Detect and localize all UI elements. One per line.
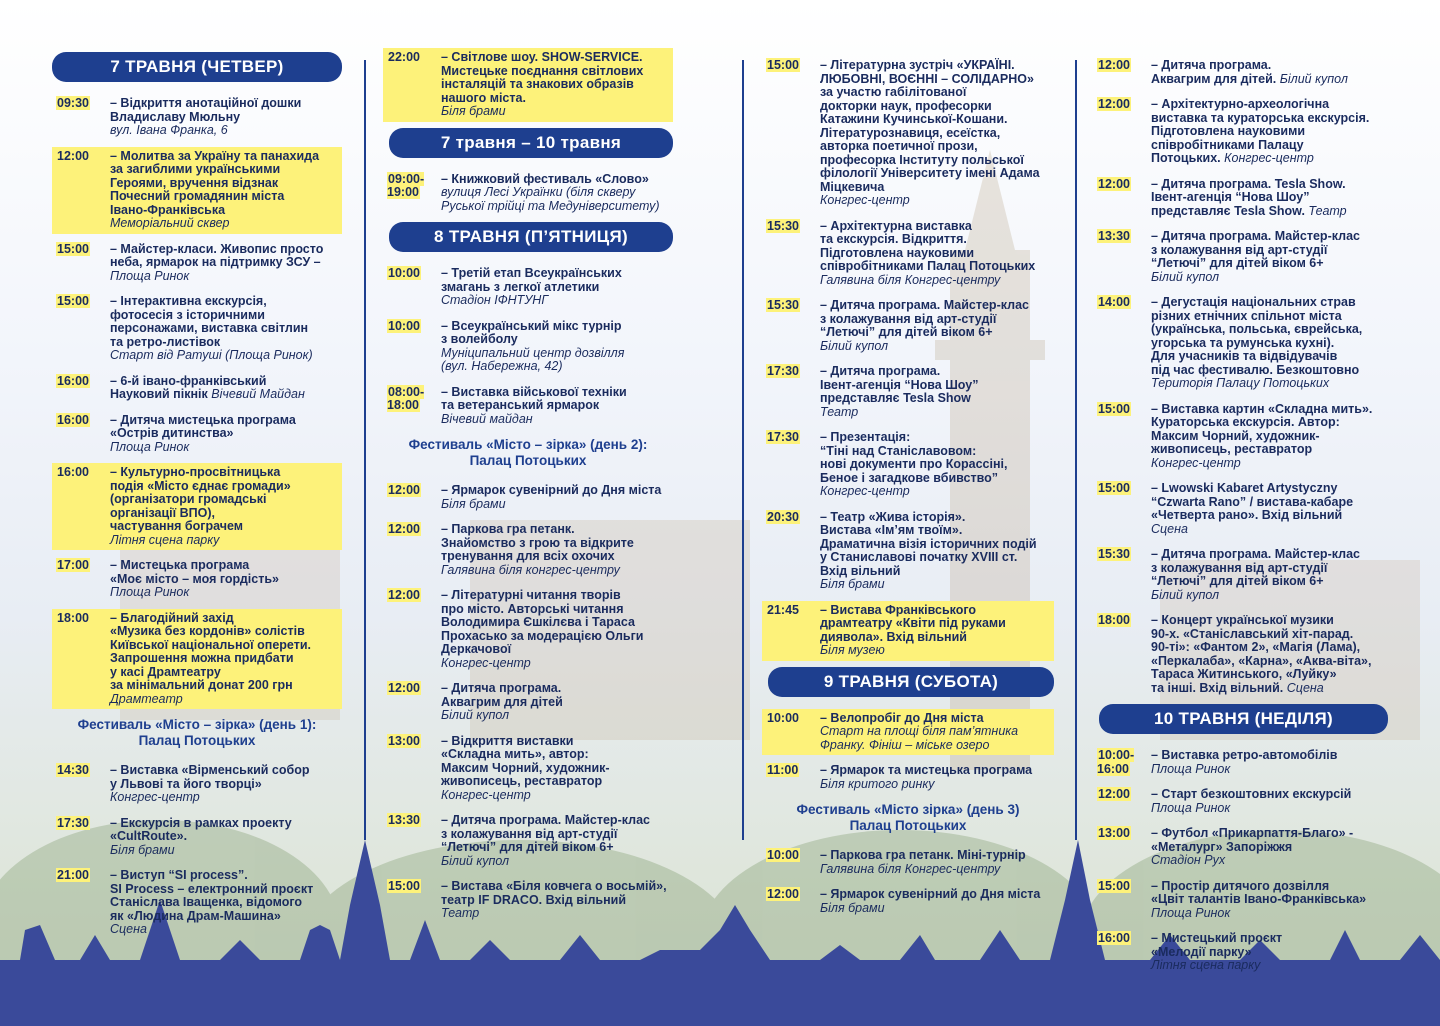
event-item [383, 586, 673, 673]
event-title: – Дитяча програма. Івент-агенція “Нова Шоу” представляє Tesla Show [820, 364, 979, 405]
event-location: Сцена [110, 922, 147, 936]
event-item [762, 217, 1054, 291]
event-location: Конгрес-центр [820, 484, 910, 498]
event-item [52, 866, 342, 940]
event-description [110, 97, 338, 138]
event-item [762, 761, 1054, 794]
event-item [762, 296, 1054, 356]
event-location: Літня сцена парку [1151, 958, 1261, 972]
event-title: – Відкриття анотаційної дошки Владиславу Мюльну [110, 96, 302, 124]
event-description [110, 559, 338, 600]
event-location: Конгрес-центр [441, 655, 531, 670]
event-item [383, 264, 673, 311]
event-location: Конгрес-центр [1151, 455, 1241, 470]
event-title: – Культурно-просвітницька подія «Місто єднає громади» (організатори громадські організації ВПО), частування бограчем [110, 465, 291, 533]
event-description [110, 414, 338, 455]
event-item [1093, 95, 1388, 169]
event-item [383, 679, 673, 726]
event-time: 18:00 [1098, 613, 1130, 627]
event-item [52, 372, 342, 405]
event-location: Конгрес-центр [110, 790, 200, 804]
event-time: 16:00 [57, 373, 89, 388]
event-location: Площа Ринок [110, 439, 190, 454]
event-time: 22:00 [388, 50, 420, 64]
event-item [1093, 56, 1388, 89]
event-location: Біля брами [820, 577, 885, 591]
event-time: 15:00 [1098, 878, 1130, 893]
event-list [762, 56, 1054, 661]
event-time: 16:00 [1098, 931, 1130, 945]
event-description [441, 682, 669, 723]
event-description [1151, 614, 1384, 695]
event-time: 14:30 [57, 763, 89, 777]
event-time: 12:00 [1098, 97, 1130, 111]
event-location: Білий купол [441, 708, 510, 722]
event-title: – Архітектурно-археологічна виставка та кураторська екскурсія. Підготовлена науковими співробітниками Палацу Потоцьких. Конгрес-центр [1151, 97, 1370, 165]
event-location: Конгрес-центр [820, 193, 910, 207]
event-item [1093, 175, 1388, 222]
event-description [1151, 178, 1384, 219]
event-time: 12:00 [1098, 787, 1130, 801]
event-item [1093, 611, 1388, 698]
event-title: – Молитва за Україну та панахида за загиблими українськими Героями, вручення відзнак Почесний громадянин міста Івано-Франківська [110, 148, 320, 217]
event-title: – Світлове шоу. SHOW-SERVICE. Мистецьке поєднання світлових інсталяцій та знакових образів нашого міста. [441, 50, 644, 105]
event-description [110, 150, 338, 231]
event-list [1093, 746, 1388, 976]
event-location: Сцена [1151, 521, 1188, 536]
column-may-7-10-and-8 [383, 48, 673, 930]
event-list [762, 709, 1054, 795]
event-item [52, 147, 342, 234]
event-list [383, 48, 673, 122]
event-description [820, 299, 1050, 353]
event-title: – Презентація: “Тіні над Станіславовом: нові документи про Корассіні, Беное і загадкове вбивство” [820, 430, 1008, 485]
event-item [52, 556, 342, 603]
event-description [110, 466, 338, 547]
event-time: 10:00- 16:00 [1097, 748, 1135, 776]
event-item [1093, 400, 1388, 474]
event-item [52, 761, 342, 808]
event-description [1151, 880, 1384, 921]
event-item [383, 481, 673, 514]
event-title: – Lwowski Kabaret Artystyczny “Czwarta Rano” / вистава-кабаре «Четверта рано». Вхід вільний [1151, 481, 1354, 522]
event-location: Старт від Ратуші (Площа Ринок) [110, 348, 313, 362]
event-description [441, 320, 669, 374]
event-time: 17:00 [57, 558, 89, 572]
event-item [383, 732, 673, 806]
event-item [52, 814, 342, 861]
event-title: – Дитяча програма. Майстер-клас з колажування від арт-студії “Летючі” для дітей віком 6+ [820, 298, 1029, 339]
event-item [383, 48, 673, 122]
event-item [52, 94, 342, 141]
event-description [820, 511, 1050, 592]
event-title: – Паркова гра петанк. Знайомство з грою та відкрите тренування для всіх охочих [441, 522, 634, 563]
event-location: Білий купол [441, 853, 510, 868]
event-time: 17:30 [767, 364, 799, 378]
event-title: – Інтерактивна екскурсія, фотосесія з історичними персонажами, виставка світлин та ретро-листівок [110, 294, 309, 349]
event-description [820, 888, 1050, 915]
event-time: 17:30 [57, 815, 89, 830]
column-may-8-cont-and-9 [762, 56, 1054, 924]
event-title: – Футбол «Прикарпаття-Благо» - «Металург» Запоріжжя [1151, 826, 1354, 854]
event-time: 13:30 [388, 813, 420, 827]
event-time: 12:00 [57, 148, 89, 163]
event-time: 10:00 [388, 266, 420, 280]
event-item [1093, 746, 1388, 779]
event-location: Територія Палацу Потоцьких [1151, 376, 1330, 390]
event-title: – Архітектурна виставка та екскурсія. Відкриття. Підготовлена науковими співробітниками Палац Потоцьких [820, 218, 1036, 273]
event-location: Білий купол [1151, 269, 1220, 284]
event-time: 15:00 [767, 58, 799, 72]
event-description [110, 764, 338, 805]
event-description [820, 604, 1050, 658]
event-list [52, 94, 342, 709]
event-location: Театр [820, 404, 859, 419]
event-time: 09:00- 19:00 [387, 171, 425, 199]
event-description [441, 51, 669, 119]
event-time: 12:00 [388, 522, 420, 536]
event-location: Літня сцена парку [110, 532, 220, 547]
event-location: Галявина біля Конгрес-центру [820, 861, 1001, 876]
event-title: – 6-й івано-франківський Науковий пікнік Вічевий Майдан [110, 373, 305, 401]
event-title: – Виставка «Вірменський собор у Львові та його творці» [110, 763, 310, 791]
event-title: – Мистецька програма «Моє місто – моя гордість» [110, 558, 279, 586]
event-item [1093, 877, 1388, 924]
event-description [820, 59, 1050, 208]
event-list [383, 170, 673, 217]
event-item [1093, 824, 1388, 871]
event-description [1151, 403, 1384, 471]
event-item [762, 428, 1054, 502]
event-time: 18:00 [57, 610, 89, 625]
event-title: – Дитяча програма. Майстер-клас з колажування від арт-студії “Летючі” для дітей віком 6+ [1151, 547, 1360, 588]
event-title: – Дитяча програма. Майстер-клас з колажування від арт-студії “Летючі” для дітей віком 6+ [1151, 229, 1360, 270]
event-list [383, 264, 673, 429]
event-title: – Третій етап Всеукраїнських змагань з легкої атлетики [441, 266, 622, 294]
event-item [383, 520, 673, 580]
event-title: – Дитяча програма. Аквагрим для дітей [441, 681, 563, 709]
event-item [1093, 929, 1388, 976]
event-location: Муніципальний центр дозвілля (вул. Набережна, 42) [441, 345, 625, 373]
event-description [110, 375, 338, 402]
event-description [441, 386, 669, 427]
event-location: Площа Ринок [110, 585, 190, 599]
event-description [441, 484, 669, 511]
range-header-may-7-10: 7 травня – 10 травня [389, 128, 673, 158]
event-location: Біля брами [110, 842, 175, 857]
event-title: – Всеукраїнський мікс турнір з волейболу [441, 318, 622, 346]
event-title: – Вистава Франківського драмтеатру «Квіти під руками диявола». Вхід вільний [820, 602, 1006, 644]
event-description [820, 712, 1050, 753]
event-title: – Дегустація національних страв різних етнічних спільнот міста (українська, польська, єврейська, угорська та румунська кухні). Для учасників та відвідувачів під час фестивалю. Безкоштовно [1151, 295, 1363, 377]
event-location: Вічевий майдан [441, 411, 533, 426]
event-time: 21:45 [767, 602, 799, 617]
event-time: 15:30 [1098, 547, 1130, 561]
event-time: 15:30 [767, 218, 799, 233]
event-item [52, 240, 342, 287]
event-time: 16:00 [57, 412, 89, 427]
event-item [383, 317, 673, 377]
event-time: 12:00 [388, 588, 420, 602]
event-location: вулиця Лесі Українки (біля скверу Руської трійці та Медуніверситету) [441, 185, 660, 213]
event-description [110, 295, 338, 363]
day-header-may-10: 10 ТРАВНЯ (НЕДІЛЯ) [1099, 704, 1388, 734]
event-list [383, 481, 673, 924]
event-time: 21:00 [57, 868, 89, 882]
event-time: 14:00 [1098, 295, 1130, 309]
event-title: – Виставка ретро-автомобілів [1151, 748, 1338, 762]
event-time: 20:30 [767, 509, 799, 524]
event-description [820, 220, 1050, 288]
event-item [762, 56, 1054, 211]
event-item [762, 709, 1054, 756]
day-header-may-9: 9 ТРАВНЯ (СУБОТА) [768, 667, 1054, 697]
event-item [383, 383, 673, 430]
event-description [1151, 59, 1384, 86]
event-item [762, 885, 1054, 918]
column-separator [1075, 60, 1077, 840]
event-description [441, 880, 669, 921]
event-location: Білий купол [1151, 587, 1220, 602]
event-location: Площа Ринок [1151, 800, 1231, 815]
event-description [1151, 230, 1384, 284]
event-location: вул. Івана Франка, 6 [110, 123, 228, 137]
event-title: – Виступ “SI process”. SI Process – електронний проєкт Станіслава Іващенка, відомого як «Людина Драм-Машина» [110, 868, 314, 923]
event-description [820, 431, 1050, 499]
event-time: 12:00 [767, 887, 799, 901]
event-time: 12:00 [1098, 176, 1130, 191]
festival-heading-day-3: Фестиваль «Місто зірка» (день 3) Палац Потоцьких [796, 802, 1020, 833]
event-item [1093, 545, 1388, 605]
column-separator [364, 60, 366, 840]
event-title: – Дитяча мистецька програма «Острів дитинства» [110, 412, 296, 440]
event-description [1151, 749, 1384, 776]
event-item [383, 877, 673, 924]
event-description [820, 849, 1050, 876]
event-title: – Книжковий фестиваль «Слово» [441, 171, 649, 186]
column-may-7 [52, 48, 342, 946]
event-time: 10:00 [767, 848, 799, 862]
event-title: – Благодійний захід «Музика без кордонів» солістів Київської національної оперети. Запрошення можна придбати у касі Драмтеатру за мінімальний донат 200 грн [110, 610, 311, 692]
event-description [1151, 827, 1384, 868]
event-description [110, 243, 338, 284]
event-location: Біля критого ринку [820, 776, 935, 791]
event-time: 15:00 [1098, 481, 1130, 495]
event-description [1151, 788, 1384, 815]
event-title: – Ярмарок сувенірний до Дня міста [820, 887, 1041, 901]
event-location: Театр [441, 906, 480, 920]
event-time: 17:30 [767, 430, 799, 444]
event-list [762, 846, 1054, 918]
event-location: Галявина біля конгрес-центру [441, 562, 620, 577]
event-description [1151, 98, 1384, 166]
event-item [1093, 785, 1388, 818]
event-description [441, 523, 669, 577]
event-time: 15:30 [767, 298, 799, 312]
event-item [1093, 293, 1388, 394]
day-header-may-7: 7 ТРАВНЯ (ЧЕТВЕР) [52, 52, 342, 82]
day-header-may-8: 8 ТРАВНЯ (П’ЯТНИЦЯ) [389, 222, 673, 252]
event-description [110, 817, 338, 858]
event-location: Білий купол [1279, 71, 1348, 86]
event-time: 15:00 [57, 241, 89, 256]
event-location: Біля брами [820, 900, 885, 915]
event-time: 11:00 [767, 763, 799, 777]
event-title: – Ярмарок сувенірний до Дня міста [441, 483, 662, 497]
event-item [383, 811, 673, 871]
event-location: Біля брами [441, 496, 506, 511]
event-list [1093, 56, 1388, 698]
event-location: Стадіон Рух [1151, 853, 1226, 867]
event-description [441, 814, 669, 868]
event-description [820, 764, 1050, 791]
event-list [52, 761, 342, 940]
event-time: 13:00 [1098, 826, 1130, 840]
event-time: 16:00 [57, 465, 89, 479]
event-title: – Виставка картин «Складна мить». Кураторська екскурсія. Автор: Максим Чорний, художник- живописець, реставратор [1151, 401, 1373, 456]
event-description [110, 869, 338, 937]
event-title: – Екскурсія в рамках проекту «CultRoute». [110, 815, 292, 843]
event-item [52, 463, 342, 550]
event-item [762, 601, 1054, 661]
event-description [441, 267, 669, 308]
column-separator [742, 60, 744, 840]
event-title: – Старт безкоштовних екскурсій [1151, 787, 1352, 801]
event-title: – Мистецький проєкт «Мелодії парку» [1151, 931, 1283, 959]
event-location: Драмтеатр [110, 691, 183, 706]
event-item [383, 170, 673, 217]
event-time: 09:30 [57, 96, 89, 110]
event-location: Галявина біля Конгрес-центру [820, 272, 1001, 287]
event-title: – Літературні читання творів про місто. Авторські читання Володимира Єшкілєва і Тараса Прохасько за модерацією Ольги Деркачової [441, 588, 644, 656]
event-time: 10:00 [388, 318, 420, 333]
event-item [1093, 479, 1388, 539]
event-location: Біля брами [441, 104, 506, 118]
event-location: Вічевий Майдан [211, 387, 305, 401]
event-description [1151, 548, 1384, 602]
event-location: Площа Ринок [1151, 761, 1231, 776]
event-item [762, 846, 1054, 879]
event-title: – Майстер-класи. Живопис просто неба, ярмарок на підтримку ЗСУ – [110, 241, 324, 269]
event-title: – Відкриття виставки «Складна мить», автор: Максим Чорний, художник- живописець, реставратор [441, 733, 610, 788]
event-description [820, 365, 1050, 419]
event-location: Театр [1308, 203, 1347, 218]
event-description [110, 612, 338, 707]
event-title: – Ярмарок та мистецька програма [820, 763, 1033, 777]
event-location: Старт на площі біля пам’ятника Франку. Фініш – міське озеро [820, 724, 1019, 752]
event-time: 08:00- 18:00 [387, 384, 425, 412]
event-time: 13:00 [388, 733, 420, 748]
event-time: 15:00 [1098, 401, 1130, 416]
event-title: – Виставка військової техніки та ветеранський ярмарок [441, 384, 627, 412]
event-location: Меморіальний сквер [110, 216, 230, 230]
event-item [762, 362, 1054, 422]
event-location: Конгрес-центр [441, 787, 531, 802]
event-time: 15:00 [388, 879, 420, 893]
event-time: 12:00 [388, 681, 420, 695]
event-description [1151, 932, 1384, 973]
festival-heading-day-1: Фестиваль «Місто – зірка» (день 1): Палац Потоцьких [77, 717, 317, 748]
event-item [762, 508, 1054, 595]
event-description [441, 173, 669, 214]
event-location: Стадіон ІФНТУНГ [441, 293, 549, 307]
event-item [52, 292, 342, 366]
event-title: – Літературна зустріч «УКРАЇНІ. ЛЮБОВНІ, ВОЄННІ – СОЛІДАРНО» за участю габілітованої докторки наук, професорки Катажини Кучинської-Кошани. Літературознавиця, есеїстка, авторка поетичної прози, професорка Інституту польської філології Університету імені Адама Міцкевича [820, 58, 1040, 194]
column-may-9-cont-and-10 [1093, 56, 1388, 982]
event-location: Площа Ринок [110, 268, 190, 283]
event-title: – Театр «Жива історія». Вистава «Ім’ям твоїм». Драматична візія історичних подій у Станиславові початку XVIII ст. Вхід вільний [820, 509, 1037, 578]
event-title: – Дитяча програма. Майстер-клас з колажування від арт-студії “Летючі” для дітей віком 6+ [441, 813, 650, 854]
event-description [1151, 296, 1384, 391]
event-item [52, 609, 342, 710]
event-title: – Простір дитячого дозвілля «Цвіт талантів Івано-Франківська» [1151, 878, 1367, 906]
event-time: 15:00 [57, 294, 89, 308]
event-description [441, 589, 669, 670]
event-location: Біля музею [820, 643, 885, 657]
event-time: 13:30 [1098, 229, 1130, 243]
event-title: – Велопробіг до Дня міста [820, 710, 984, 725]
event-location: Площа Ринок [1151, 905, 1231, 920]
event-title: – Вистава «Біля ковчега о восьмій», театр IF DRACO. Вхід вільний [441, 879, 667, 907]
event-location: Сцена [1286, 680, 1324, 695]
event-time: 12:00 [388, 483, 420, 497]
festival-heading-day-2: Фестиваль «Місто – зірка» (день 2): Палац Потоцьких [408, 437, 648, 468]
event-location: Конгрес-центр [1224, 151, 1314, 165]
event-location: Білий купол [820, 338, 889, 353]
event-time: 12:00 [1098, 58, 1130, 72]
event-description [441, 735, 669, 803]
event-title: – Концерт української музики 90-х. «Станіславський хіт-парад. 90-ті»: «Фантом 2», «Магія (Лама), «Перкалаба», «Карна», «Аква-віта», Тараса Житинського, «Луйку» та інші. Вхід вільний. Сцена [1151, 613, 1372, 695]
event-item [1093, 227, 1388, 287]
event-item [52, 411, 342, 458]
event-description [1151, 482, 1384, 536]
event-title: – Дитяча програма. Tesla Show. Івент-агенція “Нова Шоу” представляє Tesla Show. Театр [1151, 176, 1347, 218]
event-title: – Дитяча програма. Аквагрим для дітей. Білий купол [1151, 58, 1348, 86]
event-title: – Паркова гра петанк. Міні-турнір [820, 848, 1026, 862]
event-time: 10:00 [767, 710, 799, 725]
